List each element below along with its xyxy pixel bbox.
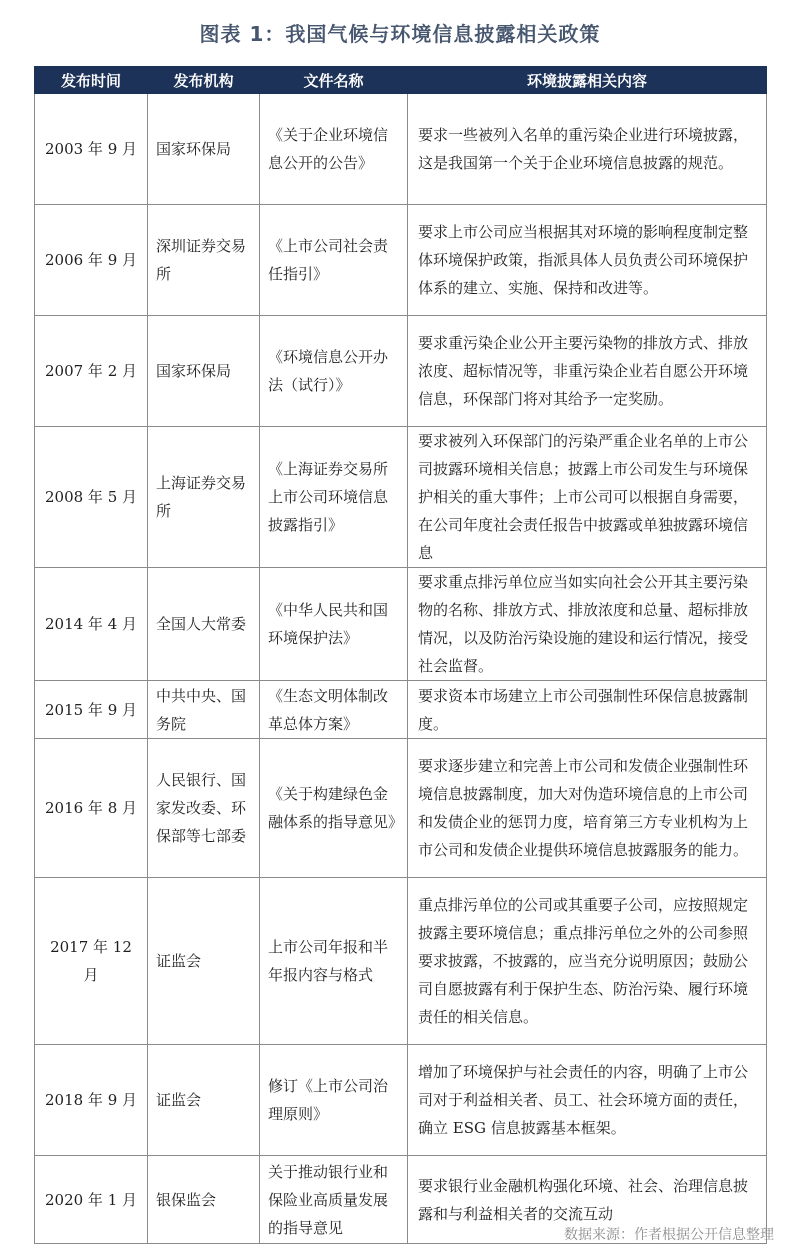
column-header-org: 发布机构	[148, 67, 260, 94]
cell-org: 证监会	[148, 1045, 260, 1156]
column-header-content: 环境披露相关内容	[408, 67, 767, 94]
cell-date: 2020 年 1 月	[35, 1156, 148, 1244]
cell-date: 2006 年 9 月	[35, 205, 148, 316]
table-row	[35, 739, 767, 878]
cell-content: 重点排污单位的公司或其重要子公司，应按照规定披露主要环境信息；重点排污单位之外的公司参照要求披露，不披露的，应当充分说明原因；鼓励公司自愿披露有利于保护生态、防治污染、履行环境责任的相关信息。	[408, 878, 767, 1045]
cell-date: 2015 年 9 月	[35, 681, 148, 739]
table-row	[35, 568, 767, 681]
cell-org: 证监会	[148, 878, 260, 1045]
cell-content: 要求重点排污单位应当如实向社会公开其主要污染物的名称、排放方式、排放浓度和总量、超标排放情况，以及防治污染设施的建设和运行情况，接受社会监督。	[408, 568, 767, 681]
table-row	[35, 205, 767, 316]
cell-org: 国家环保局	[148, 94, 260, 205]
table-header-row	[35, 67, 767, 94]
cell-date: 2018 年 9 月	[35, 1045, 148, 1156]
cell-date: 2008 年 5 月	[35, 427, 148, 568]
cell-date: 2016 年 8 月	[35, 739, 148, 878]
cell-content: 要求被列入环保部门的污染严重企业名单的上市公司披露环境相关信息；披露上市公司发生与环境保护相关的重大事件；上市公司可以根据自身需要，在公司年度社会责任报告中披露或单独披露环境信息	[408, 427, 767, 568]
cell-doc: 《生态文明体制改革总体方案》	[260, 681, 408, 739]
source-note: 数据来源：作者根据公开信息整理	[564, 1227, 774, 1243]
cell-date: 2007 年 2 月	[35, 316, 148, 427]
cell-content: 增加了环境保护与社会责任的内容，明确了上市公司对于利益相关者、员工、社会环境方面的责任，确立 ESG 信息披露基本框架。	[408, 1045, 767, 1156]
cell-org: 深圳证券交易所	[148, 205, 260, 316]
cell-doc: 上市公司年报和半年报内容与格式	[260, 878, 408, 1045]
cell-doc: 《中华人民共和国环境保护法》	[260, 568, 408, 681]
cell-date: 2017 年 12 月	[35, 878, 148, 1045]
cell-doc: 《关于构建绿色金融体系的指导意见》	[260, 739, 408, 878]
cell-doc: 《关于企业环境信息公开的公告》	[260, 94, 408, 205]
column-header-doc: 文件名称	[260, 67, 408, 94]
cell-content: 要求重污染企业公开主要污染物的排放方式、排放浓度、超标情况等，非重污染企业若自愿公开环境信息，环保部门将对其给予一定奖励。	[408, 316, 767, 427]
cell-doc: 关于推动银行业和保险业高质量发展的指导意见	[260, 1156, 408, 1244]
cell-org: 银保监会	[148, 1156, 260, 1244]
cell-date: 2014 年 4 月	[35, 568, 148, 681]
cell-date: 2003 年 9 月	[35, 94, 148, 205]
table-row	[35, 316, 767, 427]
table-row	[35, 94, 767, 205]
cell-content: 要求资本市场建立上市公司强制性环保信息披露制度。	[408, 681, 767, 739]
table-row	[35, 427, 767, 568]
table-row	[35, 1045, 767, 1156]
page-title: 图表 1：我国气候与环境信息披露相关政策	[199, 22, 601, 46]
cell-content: 要求逐步建立和完善上市公司和发债企业强制性环境信息披露制度，加大对伪造环境信息的上市公司和发债企业的惩罚力度，培育第三方专业机构为上市公司和发债企业提供环境信息披露服务的能力。	[408, 739, 767, 878]
column-header-date: 发布时间	[35, 67, 148, 94]
policy-table	[34, 66, 767, 1244]
table-row	[35, 878, 767, 1045]
cell-content: 要求上市公司应当根据其对环境的影响程度制定整体环境保护政策，指派具体人员负责公司环境保护体系的建立、实施、保持和改进等。	[408, 205, 767, 316]
cell-org: 人民银行、国家发改委、环保部等七部委	[148, 739, 260, 878]
cell-doc: 《上海证券交易所上市公司环境信息披露指引》	[260, 427, 408, 568]
cell-doc: 《上市公司社会责任指引》	[260, 205, 408, 316]
cell-org: 全国人大常委	[148, 568, 260, 681]
cell-org: 中共中央、国务院	[148, 681, 260, 739]
cell-org: 国家环保局	[148, 316, 260, 427]
cell-org: 上海证券交易所	[148, 427, 260, 568]
cell-content: 要求一些被列入名单的重污染企业进行环境披露，这是我国第一个关于企业环境信息披露的规范。	[408, 94, 767, 205]
cell-doc: 《环境信息公开办法（试行）》	[260, 316, 408, 427]
cell-content: 要求银行业金融机构强化环境、社会、治理信息披露和与利益相关者的交流互动	[408, 1156, 767, 1244]
table-row	[35, 681, 767, 739]
cell-doc: 修订《上市公司治理原则》	[260, 1045, 408, 1156]
